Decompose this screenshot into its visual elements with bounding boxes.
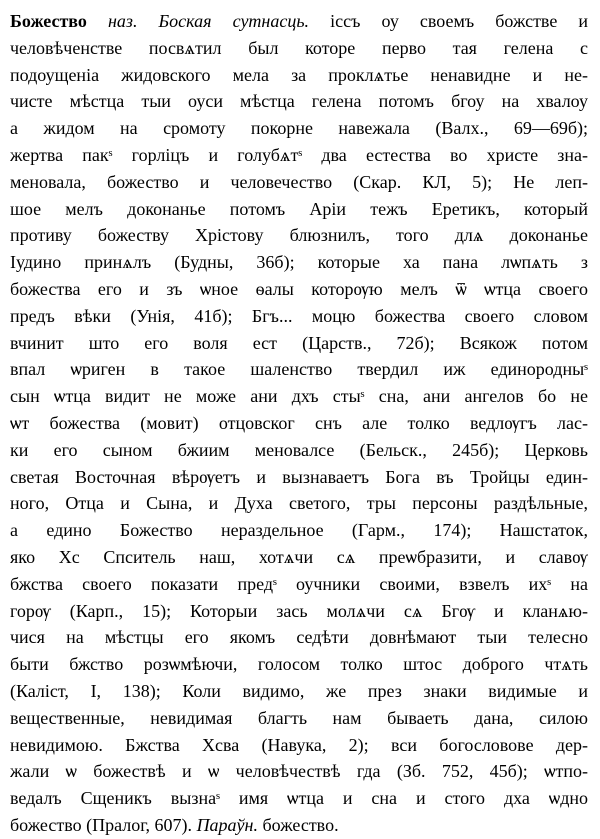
entry-line: сын ѡтца видит не може ани дхъ стыˢ сна, ани ангелов бо не (10, 386, 588, 407)
part-of-speech: наз. (108, 11, 138, 31)
entry-line: ки его сыном бжиим меновалсе (Бельск., 245б); Церковь (10, 439, 588, 460)
entry-line: быти бжство розѡмѣючи, голосом толко штос доброго чтѧть (10, 654, 588, 675)
entry-line: шое мелъ доконанье потомъ Аріи тежъ Еретикъ, который (10, 198, 588, 219)
entry-line: впал ѡриген в такое шаленство твердил иж единородныˢ (10, 359, 588, 380)
entry-headword: Божество (10, 11, 87, 31)
entry-line: ведалъ Сщеникъ вызнаˢ имя ѡтца и сна и стого дха ѡдно (10, 788, 588, 809)
entry-line: светая Восточная вѣрѹетъ и вызнаваетъ Бога въ Тройцы един- (10, 466, 588, 487)
entry-line: бжства своего показати предˢ оучники своими, взвелъ ихˢ на (10, 573, 588, 594)
entry-line-1-text: іссъ оу своемъ божстве и (330, 11, 588, 31)
entry-line: вчинит што его воля ест (Царств., 72б); Всякож потом (10, 332, 588, 353)
entry-line: подоущеніа жидовского мела за проклѧтье ненавидне и не- (10, 64, 588, 85)
entry-line: яко Хс Спситель наш, хотѧчи сѧ преѡбразити, и славѹ (10, 546, 588, 567)
compare-term: божество. (262, 814, 339, 835)
entry-line: жали ѡ божествѣ и ѡ человѣчествѣ гда (Зб. 752, 45б); ѡтпо- (10, 761, 588, 782)
entry-line: противу божеству Хрістову блюзнилъ, того длѧ доконанье (10, 225, 588, 246)
entry-line: а жидом на сромоту покорне навежала (Валх., 69—69б); (10, 118, 588, 139)
final-citation: божество (Пралог, 607). (10, 814, 193, 835)
entry-line: жертва пакˢ горліцъ и голубѧтˢ два естества во христе зна- (10, 144, 588, 165)
entry-line: чися на мѣстцы его якомъ седѣти довнѣмают тыи телесно (10, 627, 588, 648)
entry-line: невидимою. Бжства Хсва (Навука, 2); вси богословове дер- (10, 734, 588, 755)
entry-line: божества его и зъ ѡное ѳалы которѹю мелъ ѿ ѡтца своего (10, 278, 588, 299)
entry-line: (Каліст, I, 138); Коли видимо, же през знаки видимые и (10, 680, 588, 701)
entry-gloss: Боская сутнасць. (158, 11, 310, 31)
entry-line: человѣченстве посвѧтил был которе перво тая гелена с (10, 37, 588, 58)
entry-line: чисте мѣстца тыи оуси мѣстца гелена потомъ бгоу на хвалоу (10, 91, 588, 112)
entry-line: вещественные, невидимая благть нам бываеть дана, силою (10, 707, 588, 728)
entry-line: меновала, божество и человечество (Скар. КЛ, 5); Не леп- (10, 171, 588, 192)
entry-line: ного, Отца и Сына, и Духа светого, тры персоны раздѣльные, (10, 493, 588, 514)
entry-line-1 (10, 8, 588, 35)
entry-line: а едино Божество нераздельное (Гарм., 174); Нашстаток, (10, 520, 588, 541)
entry-line: горѹ (Карп., 15); Которыи зась молѧчи сѧ Бгѹ и кланѧю- (10, 600, 588, 621)
entry-final-line (10, 812, 588, 839)
entry-line: Іудино принѧлъ (Будны, 36б); которые ха пана лѡпѧть з (10, 252, 588, 273)
compare-label: Параўн. (196, 814, 258, 835)
entry-line: ѡт божества (мовит) отцовског снъ але толко ведлѹгъ лас- (10, 412, 588, 433)
entry-line: предъ вѣки (Унія, 41б); Бгъ... моцю божества своего словом (10, 305, 588, 326)
